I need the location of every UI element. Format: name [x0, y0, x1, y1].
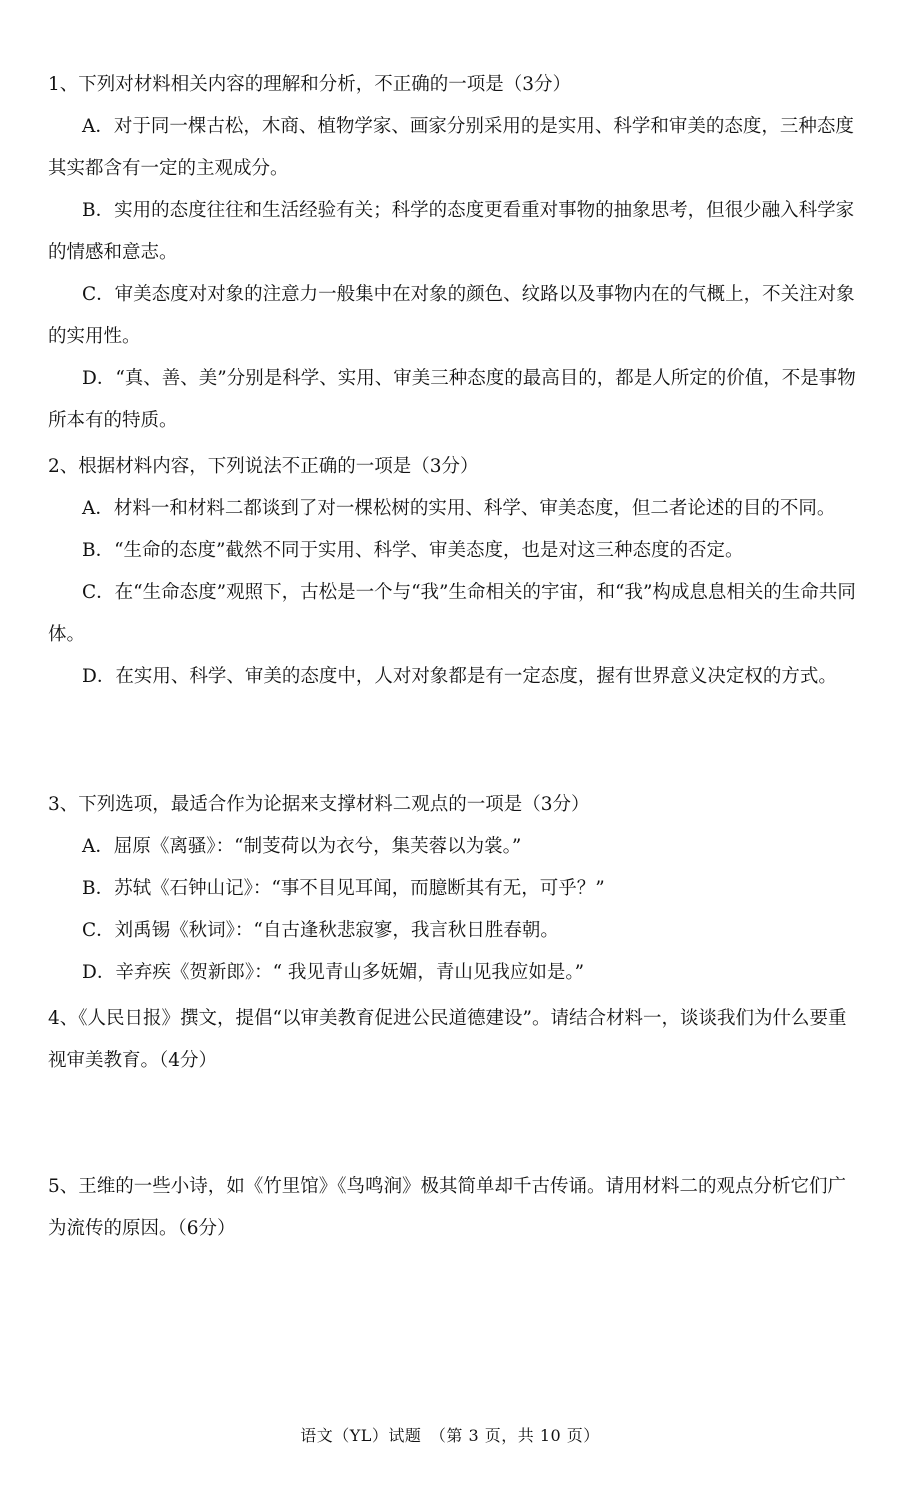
question-1-option-d: D．“真、善、美”分别是科学、实用、审美三种态度的最高目的，都是人所定的价值，不是事物所本有的特质。 [48, 368, 856, 431]
question-5-stem: 5、王维的一些小诗，如《竹里馆》《鸟鸣涧》极其简单却千古传诵。请用材料二的观点分析它们广为流传的原因。（6分） [48, 1176, 847, 1239]
question-2-option-c: C．在“生命态度”观照下，古松是一个与“我”生命相关的宇宙，和“我”构成息息相关的生命共同体。 [48, 582, 856, 645]
question-2-option-b: B．“生命的态度”截然不同于实用、科学、审美态度，也是对这三种态度的否定。 [82, 540, 744, 561]
question-2-stem: 2、根据材料内容，下列说法不正确的一项是（3分） [48, 456, 479, 477]
question-3-option-c: C．刘禹锡《秋词》：“自古逢秋悲寂寥，我言秋日胜春朝。 [82, 920, 559, 941]
question-4-stem: 4、《人民日报》撰文，提倡“以审美教育促进公民道德建设”。请结合材料一，谈谈我们为什么要重视审美教育。（4分） [48, 1008, 847, 1071]
question-3 [48, 784, 856, 994]
question-1-option-a: A．对于同一棵古松，木商、植物学家、画家分别采用的是实用、科学和审美的态度，三种态度其实都含有一定的主观成分。 [48, 116, 854, 179]
question-3-option-a: A．屈原《离骚》：“制芰荷以为衣兮，集芙蓉以为裳。” [82, 836, 522, 857]
question-1-option-c: C．审美态度对对象的注意力一般集中在对象的颜色、纹路以及事物内在的气概上，不关注对象的实用性。 [48, 284, 855, 347]
question-1-option-b: B．实用的态度往往和生活经验有关；科学的态度更看重对事物的抽象思考，但很少融入科学家的情感和意志。 [48, 200, 855, 263]
question-2 [48, 446, 856, 698]
question-5 [48, 1166, 856, 1250]
question-1 [48, 64, 856, 442]
question-3-stem: 3、下列选项，最适合作为论据来支撑材料二观点的一项是（3分） [48, 794, 590, 815]
question-4 [48, 998, 856, 1082]
question-3-option-d: D．辛弃疾《贺新郎》：“ 我见青山多妩媚，青山见我应如是。” [82, 962, 585, 983]
question-2-option-d: D．在实用、科学、审美的态度中，人对对象都是有一定态度，握有世界意义决定权的方式。 [82, 666, 837, 687]
page-footer: 语文（YL）试题 （第 3 页，共 10 页） [300, 1426, 600, 1445]
question-2-option-a: A．材料一和材料二都谈到了对一棵松树的实用、科学、审美态度，但二者论述的目的不同。 [82, 498, 836, 519]
question-1-stem: 1、下列对材料相关内容的理解和分析，不正确的一项是（3分） [48, 74, 572, 95]
question-3-option-b: B．苏轼《石钟山记》：“事不目见耳闻，而臆断其有无，可乎？” [82, 878, 605, 899]
